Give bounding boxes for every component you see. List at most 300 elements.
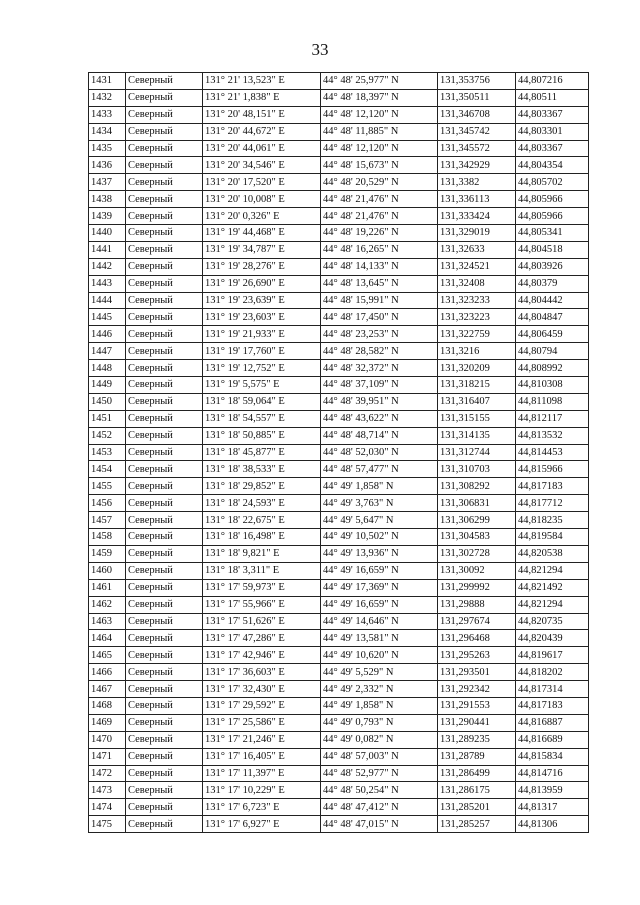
longitude-dms-cell: 131° 17' 21,246" E xyxy=(203,731,321,748)
table-row xyxy=(89,343,589,360)
longitude-dms-cell: 131° 19' 23,603" E xyxy=(203,309,321,326)
longitude-decimal-cell: 131,333424 xyxy=(438,208,516,225)
latitude-decimal-cell: 44,821294 xyxy=(516,562,589,579)
longitude-dms-cell: 131° 18' 50,885" E xyxy=(203,427,321,444)
zone-name-cell: Северный xyxy=(126,748,203,765)
latitude-dms-cell: 44° 49' 16,659" N xyxy=(321,562,438,579)
table-row xyxy=(89,596,589,613)
zone-name-cell: Северный xyxy=(126,73,203,90)
zone-name-cell: Северный xyxy=(126,191,203,208)
zone-name-cell: Северный xyxy=(126,393,203,410)
latitude-dms-cell: 44° 48' 17,450" N xyxy=(321,309,438,326)
zone-name-cell: Северный xyxy=(126,427,203,444)
zone-name-cell: Северный xyxy=(126,630,203,647)
latitude-dms-cell: 44° 48' 47,412" N xyxy=(321,799,438,816)
latitude-dms-cell: 44° 49' 1,858" N xyxy=(321,478,438,495)
point-number-cell: 1435 xyxy=(89,140,126,157)
table-row xyxy=(89,123,589,140)
longitude-dms-cell: 131° 20' 34,546" E xyxy=(203,157,321,174)
latitude-decimal-cell: 44,811098 xyxy=(516,393,589,410)
latitude-decimal-cell: 44,817712 xyxy=(516,495,589,512)
zone-name-cell: Северный xyxy=(126,258,203,275)
zone-name-cell: Северный xyxy=(126,444,203,461)
longitude-decimal-cell: 131,315155 xyxy=(438,410,516,427)
longitude-decimal-cell: 131,312744 xyxy=(438,444,516,461)
point-number-cell: 1442 xyxy=(89,258,126,275)
table-row xyxy=(89,326,589,343)
latitude-dms-cell: 44° 48' 18,397" N xyxy=(321,89,438,106)
longitude-decimal-cell: 131,320209 xyxy=(438,360,516,377)
point-number-cell: 1462 xyxy=(89,596,126,613)
longitude-dms-cell: 131° 17' 25,586" E xyxy=(203,714,321,731)
zone-name-cell: Северный xyxy=(126,157,203,174)
longitude-decimal-cell: 131,306831 xyxy=(438,495,516,512)
longitude-dms-cell: 131° 19' 28,276" E xyxy=(203,258,321,275)
longitude-decimal-cell: 131,29888 xyxy=(438,596,516,613)
point-number-cell: 1458 xyxy=(89,529,126,546)
latitude-dms-cell: 44° 48' 57,003" N xyxy=(321,748,438,765)
table-row xyxy=(89,799,589,816)
longitude-dms-cell: 131° 20' 48,151" E xyxy=(203,106,321,123)
longitude-decimal-cell: 131,306299 xyxy=(438,512,516,529)
latitude-dms-cell: 44° 48' 48,714" N xyxy=(321,427,438,444)
point-number-cell: 1447 xyxy=(89,343,126,360)
point-number-cell: 1443 xyxy=(89,275,126,292)
point-number-cell: 1449 xyxy=(89,377,126,394)
point-number-cell: 1461 xyxy=(89,579,126,596)
longitude-dms-cell: 131° 19' 5,575" E xyxy=(203,377,321,394)
table-row xyxy=(89,714,589,731)
latitude-dms-cell: 44° 48' 23,253" N xyxy=(321,326,438,343)
table-row xyxy=(89,630,589,647)
table-row xyxy=(89,647,589,664)
zone-name-cell: Северный xyxy=(126,816,203,833)
zone-name-cell: Северный xyxy=(126,275,203,292)
point-number-cell: 1431 xyxy=(89,73,126,90)
table-row xyxy=(89,697,589,714)
table-row xyxy=(89,106,589,123)
latitude-decimal-cell: 44,816689 xyxy=(516,731,589,748)
zone-name-cell: Северный xyxy=(126,714,203,731)
point-number-cell: 1471 xyxy=(89,748,126,765)
latitude-decimal-cell: 44,803301 xyxy=(516,123,589,140)
zone-name-cell: Северный xyxy=(126,174,203,191)
latitude-decimal-cell: 44,814453 xyxy=(516,444,589,461)
longitude-dms-cell: 131° 19' 12,752" E xyxy=(203,360,321,377)
longitude-dms-cell: 131° 17' 10,229" E xyxy=(203,782,321,799)
latitude-dms-cell: 44° 49' 10,620" N xyxy=(321,647,438,664)
longitude-decimal-cell: 131,336113 xyxy=(438,191,516,208)
table-row xyxy=(89,495,589,512)
latitude-decimal-cell: 44,806459 xyxy=(516,326,589,343)
table-row xyxy=(89,73,589,90)
point-number-cell: 1463 xyxy=(89,613,126,630)
longitude-decimal-cell: 131,329019 xyxy=(438,225,516,242)
longitude-decimal-cell: 131,291553 xyxy=(438,697,516,714)
point-number-cell: 1469 xyxy=(89,714,126,731)
longitude-dms-cell: 131° 21' 13,523" E xyxy=(203,73,321,90)
latitude-dms-cell: 44° 49' 14,646" N xyxy=(321,613,438,630)
point-number-cell: 1466 xyxy=(89,664,126,681)
longitude-decimal-cell: 131,297674 xyxy=(438,613,516,630)
latitude-dms-cell: 44° 48' 14,133" N xyxy=(321,258,438,275)
zone-name-cell: Северный xyxy=(126,343,203,360)
latitude-decimal-cell: 44,820735 xyxy=(516,613,589,630)
zone-name-cell: Северный xyxy=(126,799,203,816)
zone-name-cell: Северный xyxy=(126,225,203,242)
zone-name-cell: Северный xyxy=(126,545,203,562)
longitude-decimal-cell: 131,290441 xyxy=(438,714,516,731)
latitude-decimal-cell: 44,808992 xyxy=(516,360,589,377)
zone-name-cell: Северный xyxy=(126,647,203,664)
latitude-dms-cell: 44° 49' 10,502" N xyxy=(321,529,438,546)
latitude-decimal-cell: 44,813532 xyxy=(516,427,589,444)
zone-name-cell: Северный xyxy=(126,562,203,579)
table-row xyxy=(89,393,589,410)
latitude-dms-cell: 44° 48' 25,977" N xyxy=(321,73,438,90)
zone-name-cell: Северный xyxy=(126,613,203,630)
longitude-dms-cell: 131° 20' 17,520" E xyxy=(203,174,321,191)
longitude-dms-cell: 131° 18' 22,675" E xyxy=(203,512,321,529)
latitude-decimal-cell: 44,816887 xyxy=(516,714,589,731)
latitude-decimal-cell: 44,820538 xyxy=(516,545,589,562)
point-number-cell: 1457 xyxy=(89,512,126,529)
table-row xyxy=(89,309,589,326)
zone-name-cell: Северный xyxy=(126,478,203,495)
longitude-dms-cell: 131° 18' 24,593" E xyxy=(203,495,321,512)
latitude-dms-cell: 44° 49' 0,082" N xyxy=(321,731,438,748)
latitude-dms-cell: 44° 48' 19,226" N xyxy=(321,225,438,242)
longitude-decimal-cell: 131,285257 xyxy=(438,816,516,833)
longitude-dms-cell: 131° 19' 23,639" E xyxy=(203,292,321,309)
longitude-decimal-cell: 131,302728 xyxy=(438,545,516,562)
table-row xyxy=(89,681,589,698)
point-number-cell: 1437 xyxy=(89,174,126,191)
longitude-dms-cell: 131° 17' 42,946" E xyxy=(203,647,321,664)
zone-name-cell: Северный xyxy=(126,106,203,123)
latitude-dms-cell: 44° 49' 5,647" N xyxy=(321,512,438,529)
table-row xyxy=(89,461,589,478)
latitude-decimal-cell: 44,80379 xyxy=(516,275,589,292)
latitude-dms-cell: 44° 48' 21,476" N xyxy=(321,208,438,225)
latitude-decimal-cell: 44,817314 xyxy=(516,681,589,698)
longitude-decimal-cell: 131,32408 xyxy=(438,275,516,292)
latitude-dms-cell: 44° 49' 1,858" N xyxy=(321,697,438,714)
longitude-dms-cell: 131° 19' 34,787" E xyxy=(203,241,321,258)
longitude-dms-cell: 131° 17' 51,626" E xyxy=(203,613,321,630)
latitude-dms-cell: 44° 48' 52,030" N xyxy=(321,444,438,461)
table-row xyxy=(89,478,589,495)
point-number-cell: 1438 xyxy=(89,191,126,208)
latitude-dms-cell: 44° 48' 12,120" N xyxy=(321,140,438,157)
coordinates-table-body xyxy=(89,73,589,833)
table-row xyxy=(89,140,589,157)
latitude-decimal-cell: 44,819617 xyxy=(516,647,589,664)
longitude-decimal-cell: 131,295263 xyxy=(438,647,516,664)
longitude-dms-cell: 131° 19' 44,468" E xyxy=(203,225,321,242)
point-number-cell: 1448 xyxy=(89,360,126,377)
latitude-dms-cell: 44° 49' 17,369" N xyxy=(321,579,438,596)
longitude-dms-cell: 131° 17' 6,723" E xyxy=(203,799,321,816)
table-row xyxy=(89,579,589,596)
longitude-decimal-cell: 131,3216 xyxy=(438,343,516,360)
longitude-dms-cell: 131° 17' 11,397" E xyxy=(203,765,321,782)
longitude-decimal-cell: 131,32633 xyxy=(438,241,516,258)
point-number-cell: 1432 xyxy=(89,89,126,106)
longitude-dms-cell: 131° 17' 6,927" E xyxy=(203,816,321,833)
longitude-dms-cell: 131° 21' 1,838" E xyxy=(203,89,321,106)
latitude-decimal-cell: 44,804354 xyxy=(516,157,589,174)
latitude-decimal-cell: 44,810308 xyxy=(516,377,589,394)
zone-name-cell: Северный xyxy=(126,681,203,698)
table-row xyxy=(89,427,589,444)
longitude-dms-cell: 131° 20' 44,061" E xyxy=(203,140,321,157)
point-number-cell: 1459 xyxy=(89,545,126,562)
latitude-decimal-cell: 44,80511 xyxy=(516,89,589,106)
latitude-decimal-cell: 44,818235 xyxy=(516,512,589,529)
zone-name-cell: Северный xyxy=(126,140,203,157)
longitude-decimal-cell: 131,3382 xyxy=(438,174,516,191)
point-number-cell: 1452 xyxy=(89,427,126,444)
longitude-dms-cell: 131° 18' 54,557" E xyxy=(203,410,321,427)
point-number-cell: 1456 xyxy=(89,495,126,512)
zone-name-cell: Северный xyxy=(126,529,203,546)
table-row xyxy=(89,377,589,394)
longitude-dms-cell: 131° 20' 0,326" E xyxy=(203,208,321,225)
table-row xyxy=(89,664,589,681)
latitude-decimal-cell: 44,819584 xyxy=(516,529,589,546)
longitude-decimal-cell: 131,353756 xyxy=(438,73,516,90)
longitude-decimal-cell: 131,285201 xyxy=(438,799,516,816)
longitude-decimal-cell: 131,292342 xyxy=(438,681,516,698)
longitude-decimal-cell: 131,289235 xyxy=(438,731,516,748)
latitude-decimal-cell: 44,813959 xyxy=(516,782,589,799)
latitude-dms-cell: 44° 48' 32,372" N xyxy=(321,360,438,377)
longitude-dms-cell: 131° 17' 16,405" E xyxy=(203,748,321,765)
point-number-cell: 1441 xyxy=(89,241,126,258)
point-number-cell: 1474 xyxy=(89,799,126,816)
latitude-dms-cell: 44° 49' 2,332" N xyxy=(321,681,438,698)
table-row xyxy=(89,444,589,461)
longitude-decimal-cell: 131,324521 xyxy=(438,258,516,275)
longitude-dms-cell: 131° 18' 59,064" E xyxy=(203,393,321,410)
longitude-decimal-cell: 131,316407 xyxy=(438,393,516,410)
table-row xyxy=(89,208,589,225)
longitude-dms-cell: 131° 17' 36,603" E xyxy=(203,664,321,681)
latitude-dms-cell: 44° 48' 47,015" N xyxy=(321,816,438,833)
longitude-decimal-cell: 131,299992 xyxy=(438,579,516,596)
latitude-decimal-cell: 44,805966 xyxy=(516,208,589,225)
latitude-dms-cell: 44° 48' 13,645" N xyxy=(321,275,438,292)
zone-name-cell: Северный xyxy=(126,309,203,326)
longitude-dms-cell: 131° 18' 29,852" E xyxy=(203,478,321,495)
longitude-dms-cell: 131° 18' 38,533" E xyxy=(203,461,321,478)
table-row xyxy=(89,292,589,309)
longitude-decimal-cell: 131,345742 xyxy=(438,123,516,140)
latitude-dms-cell: 44° 48' 15,673" N xyxy=(321,157,438,174)
latitude-dms-cell: 44° 48' 16,265" N xyxy=(321,241,438,258)
zone-name-cell: Северный xyxy=(126,596,203,613)
point-number-cell: 1439 xyxy=(89,208,126,225)
longitude-decimal-cell: 131,304583 xyxy=(438,529,516,546)
latitude-decimal-cell: 44,815834 xyxy=(516,748,589,765)
table-row xyxy=(89,225,589,242)
latitude-decimal-cell: 44,812117 xyxy=(516,410,589,427)
point-number-cell: 1440 xyxy=(89,225,126,242)
table-row xyxy=(89,360,589,377)
latitude-dms-cell: 44° 48' 50,254" N xyxy=(321,782,438,799)
coordinates-table xyxy=(88,72,589,833)
point-number-cell: 1453 xyxy=(89,444,126,461)
latitude-dms-cell: 44° 49' 3,763" N xyxy=(321,495,438,512)
latitude-dms-cell: 44° 49' 13,581" N xyxy=(321,630,438,647)
latitude-dms-cell: 44° 48' 28,582" N xyxy=(321,343,438,360)
point-number-cell: 1475 xyxy=(89,816,126,833)
longitude-decimal-cell: 131,30092 xyxy=(438,562,516,579)
zone-name-cell: Северный xyxy=(126,731,203,748)
zone-name-cell: Северный xyxy=(126,765,203,782)
latitude-decimal-cell: 44,803367 xyxy=(516,140,589,157)
table-row xyxy=(89,529,589,546)
zone-name-cell: Северный xyxy=(126,461,203,478)
point-number-cell: 1445 xyxy=(89,309,126,326)
latitude-dms-cell: 44° 48' 43,622" N xyxy=(321,410,438,427)
longitude-decimal-cell: 131,286175 xyxy=(438,782,516,799)
point-number-cell: 1451 xyxy=(89,410,126,427)
longitude-dms-cell: 131° 20' 44,672" E xyxy=(203,123,321,140)
zone-name-cell: Северный xyxy=(126,512,203,529)
longitude-dms-cell: 131° 17' 29,592" E xyxy=(203,697,321,714)
longitude-decimal-cell: 131,293501 xyxy=(438,664,516,681)
zone-name-cell: Северный xyxy=(126,292,203,309)
table-row xyxy=(89,89,589,106)
longitude-decimal-cell: 131,318215 xyxy=(438,377,516,394)
latitude-decimal-cell: 44,80794 xyxy=(516,343,589,360)
longitude-dms-cell: 131° 17' 32,430" E xyxy=(203,681,321,698)
longitude-dms-cell: 131° 17' 59,973" E xyxy=(203,579,321,596)
latitude-decimal-cell: 44,804847 xyxy=(516,309,589,326)
table-row xyxy=(89,816,589,833)
longitude-decimal-cell: 131,346708 xyxy=(438,106,516,123)
table-row xyxy=(89,731,589,748)
latitude-decimal-cell: 44,817183 xyxy=(516,697,589,714)
longitude-dms-cell: 131° 18' 3,311" E xyxy=(203,562,321,579)
point-number-cell: 1446 xyxy=(89,326,126,343)
longitude-decimal-cell: 131,310703 xyxy=(438,461,516,478)
latitude-dms-cell: 44° 48' 20,529" N xyxy=(321,174,438,191)
latitude-decimal-cell: 44,818202 xyxy=(516,664,589,681)
latitude-dms-cell: 44° 48' 15,991" N xyxy=(321,292,438,309)
latitude-decimal-cell: 44,821492 xyxy=(516,579,589,596)
latitude-dms-cell: 44° 48' 21,476" N xyxy=(321,191,438,208)
table-row xyxy=(89,765,589,782)
point-number-cell: 1444 xyxy=(89,292,126,309)
point-number-cell: 1433 xyxy=(89,106,126,123)
longitude-dms-cell: 131° 18' 45,877" E xyxy=(203,444,321,461)
latitude-decimal-cell: 44,803367 xyxy=(516,106,589,123)
zone-name-cell: Северный xyxy=(126,664,203,681)
point-number-cell: 1472 xyxy=(89,765,126,782)
latitude-decimal-cell: 44,807216 xyxy=(516,73,589,90)
point-number-cell: 1460 xyxy=(89,562,126,579)
longitude-decimal-cell: 131,323223 xyxy=(438,309,516,326)
latitude-decimal-cell: 44,805702 xyxy=(516,174,589,191)
point-number-cell: 1450 xyxy=(89,393,126,410)
zone-name-cell: Северный xyxy=(126,377,203,394)
latitude-dms-cell: 44° 49' 0,793" N xyxy=(321,714,438,731)
zone-name-cell: Северный xyxy=(126,241,203,258)
point-number-cell: 1468 xyxy=(89,697,126,714)
longitude-decimal-cell: 131,296468 xyxy=(438,630,516,647)
point-number-cell: 1436 xyxy=(89,157,126,174)
latitude-dms-cell: 44° 48' 11,885" N xyxy=(321,123,438,140)
table-row xyxy=(89,512,589,529)
latitude-decimal-cell: 44,803926 xyxy=(516,258,589,275)
point-number-cell: 1467 xyxy=(89,681,126,698)
zone-name-cell: Северный xyxy=(126,782,203,799)
table-row xyxy=(89,782,589,799)
zone-name-cell: Северный xyxy=(126,495,203,512)
point-number-cell: 1465 xyxy=(89,647,126,664)
longitude-decimal-cell: 131,350511 xyxy=(438,89,516,106)
latitude-decimal-cell: 44,805966 xyxy=(516,191,589,208)
latitude-decimal-cell: 44,81317 xyxy=(516,799,589,816)
zone-name-cell: Северный xyxy=(126,410,203,427)
latitude-decimal-cell: 44,820439 xyxy=(516,630,589,647)
table-row xyxy=(89,157,589,174)
zone-name-cell: Северный xyxy=(126,208,203,225)
table-row xyxy=(89,241,589,258)
latitude-dms-cell: 44° 49' 5,529" N xyxy=(321,664,438,681)
longitude-decimal-cell: 131,345572 xyxy=(438,140,516,157)
zone-name-cell: Северный xyxy=(126,123,203,140)
table-row xyxy=(89,191,589,208)
zone-name-cell: Северный xyxy=(126,326,203,343)
page-number: 33 xyxy=(311,40,329,59)
longitude-dms-cell: 131° 19' 17,760" E xyxy=(203,343,321,360)
longitude-dms-cell: 131° 19' 21,933" E xyxy=(203,326,321,343)
longitude-decimal-cell: 131,28789 xyxy=(438,748,516,765)
latitude-decimal-cell: 44,81306 xyxy=(516,816,589,833)
point-number-cell: 1454 xyxy=(89,461,126,478)
longitude-dms-cell: 131° 20' 10,008" E xyxy=(203,191,321,208)
zone-name-cell: Северный xyxy=(126,89,203,106)
latitude-decimal-cell: 44,815966 xyxy=(516,461,589,478)
table-row xyxy=(89,613,589,630)
point-number-cell: 1455 xyxy=(89,478,126,495)
latitude-dms-cell: 44° 48' 37,109" N xyxy=(321,377,438,394)
latitude-dms-cell: 44° 48' 52,977" N xyxy=(321,765,438,782)
table-row xyxy=(89,174,589,191)
latitude-decimal-cell: 44,817183 xyxy=(516,478,589,495)
zone-name-cell: Северный xyxy=(126,579,203,596)
longitude-decimal-cell: 131,322759 xyxy=(438,326,516,343)
longitude-decimal-cell: 131,314135 xyxy=(438,427,516,444)
latitude-dms-cell: 44° 49' 13,936" N xyxy=(321,545,438,562)
table-row xyxy=(89,748,589,765)
longitude-decimal-cell: 131,323233 xyxy=(438,292,516,309)
latitude-dms-cell: 44° 48' 12,120" N xyxy=(321,106,438,123)
latitude-decimal-cell: 44,805341 xyxy=(516,225,589,242)
longitude-decimal-cell: 131,308292 xyxy=(438,478,516,495)
longitude-dms-cell: 131° 19' 26,690" E xyxy=(203,275,321,292)
table-row xyxy=(89,545,589,562)
longitude-dms-cell: 131° 17' 55,966" E xyxy=(203,596,321,613)
longitude-dms-cell: 131° 18' 9,821" E xyxy=(203,545,321,562)
table-row xyxy=(89,410,589,427)
table-row xyxy=(89,275,589,292)
latitude-decimal-cell: 44,804518 xyxy=(516,241,589,258)
